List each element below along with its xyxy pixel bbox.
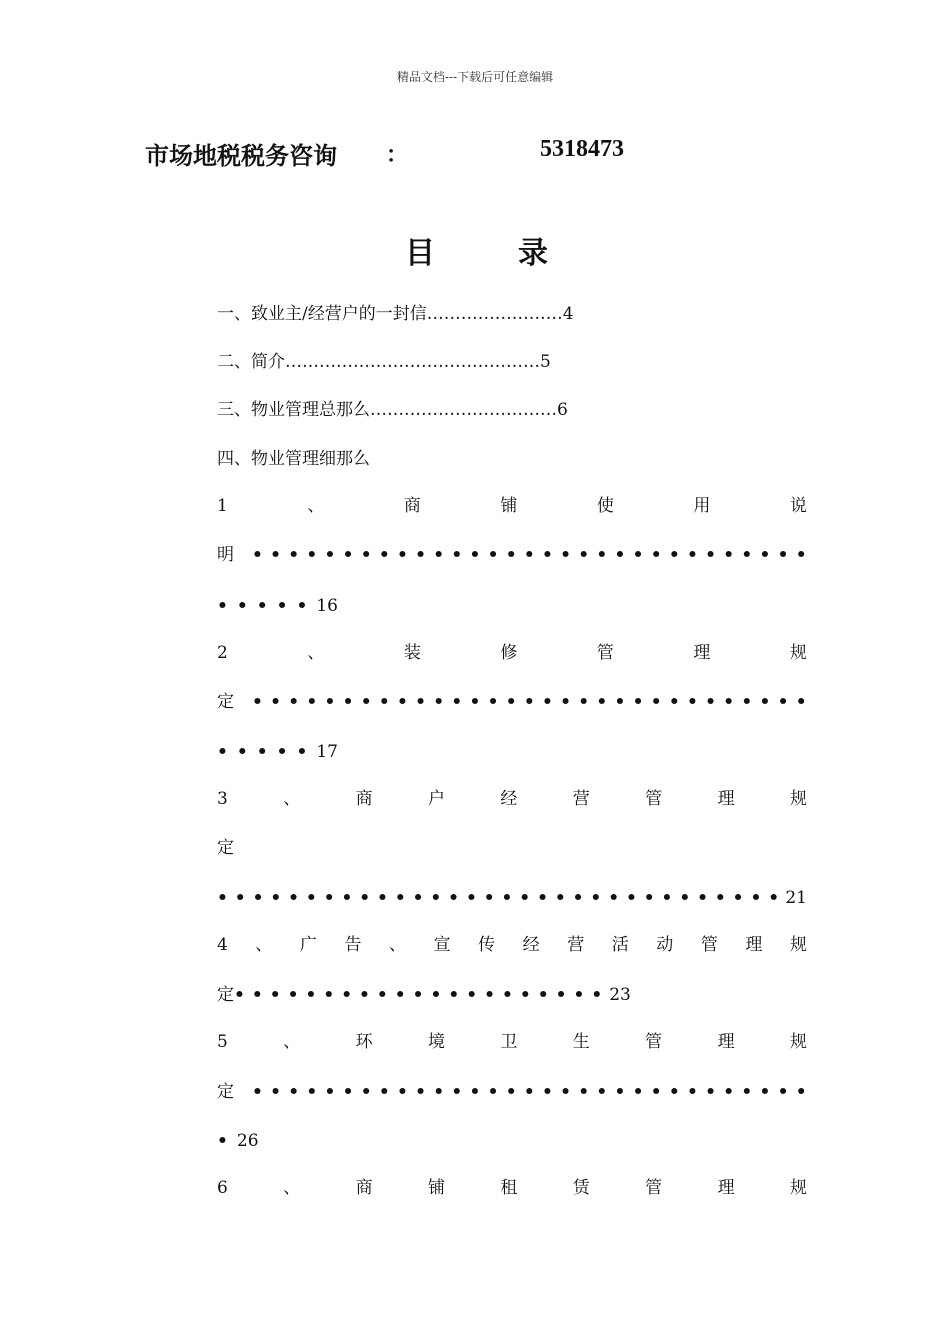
toc-char: 商 — [355, 789, 373, 809]
toc-char: 铺 — [428, 1178, 445, 1198]
toc-char: 管 — [645, 1178, 663, 1198]
toc-char: 规 — [789, 789, 807, 809]
toc-leader: ……………………………………… — [285, 352, 540, 372]
toc-char: 、 — [283, 1032, 301, 1052]
toc-char: 管 — [700, 935, 718, 955]
toc-char: 活 — [611, 935, 629, 955]
toc-item-1-page-row — [217, 594, 338, 618]
toc-entry-intro[interactable] — [217, 350, 551, 374]
toc-entry-detailed-rules[interactable] — [217, 447, 370, 471]
toc-item-2-leader-row — [217, 690, 807, 714]
toc-char: 理 — [745, 935, 763, 955]
toc-page-number: 5 — [540, 352, 551, 372]
toc-char: 管 — [645, 1032, 663, 1052]
toc-char: 6 — [217, 1178, 228, 1198]
toc-item-3-leader-row — [217, 886, 807, 910]
toc-item-2-page-row — [217, 740, 338, 764]
toc-char: 营 — [567, 935, 585, 955]
toc-item-4-leader-row — [217, 983, 631, 1007]
toc-char: 规 — [789, 935, 807, 955]
toc-char: 租 — [500, 1178, 518, 1198]
toc-char: 告 — [344, 935, 362, 955]
toc-char: 广 — [299, 935, 317, 955]
toc-entry-letter[interactable] — [217, 302, 574, 326]
dot-leader: • • • • • • • • • • • • • • • • • • • • • • • • • • • • • • • — [252, 1082, 807, 1102]
toc-item-1-leader-row — [217, 543, 807, 567]
toc-char: 、 — [283, 789, 301, 809]
toc-char: 动 — [656, 935, 674, 955]
toc-char: 、 — [307, 496, 325, 516]
toc-page-number: 4 — [562, 304, 574, 324]
toc-char: 管 — [645, 789, 663, 809]
toc-entry-text: 三、物业管理总那么 — [217, 400, 370, 420]
toc-page-number: 16 — [316, 596, 338, 616]
toc-char: 境 — [428, 1032, 445, 1052]
toc-char: 规 — [789, 643, 807, 663]
toc-page-number: 26 — [236, 1131, 259, 1151]
toc-char: 经 — [500, 789, 518, 809]
toc-char: 、 — [307, 643, 325, 663]
toc-char: 定 — [217, 692, 234, 712]
toc-char: 用 — [693, 496, 711, 516]
toc-char: 理 — [693, 643, 711, 663]
toc-item-3-last-char: 定 — [217, 838, 234, 858]
toc-char: 规 — [789, 1032, 807, 1052]
toc-char: 修 — [500, 643, 518, 663]
toc-title-char-2: 录 — [518, 236, 548, 271]
toc-char: 规 — [789, 1178, 807, 1198]
toc-char: 使 — [596, 496, 614, 516]
toc-char: 4 — [217, 935, 228, 955]
toc-char: 定 — [217, 985, 234, 1005]
toc-char: 户 — [428, 789, 445, 809]
toc-page-number: 6 — [557, 400, 568, 420]
toc-title-char-1: 目 — [405, 236, 435, 271]
toc-item-4-line[interactable] — [217, 933, 807, 957]
dot-leader: • • • • • • • • • • • • • • • • • • • • • • • • • • • • • • • — [252, 692, 807, 712]
toc-char: 商 — [403, 496, 421, 516]
toc-char: 经 — [522, 935, 540, 955]
toc-char: 3 — [217, 789, 228, 809]
toc-char: 宣 — [433, 935, 451, 955]
toc-item-5-leader-row — [217, 1080, 807, 1104]
toc-char: 装 — [403, 643, 421, 663]
toc-entry-text: 二、简介 — [217, 352, 285, 372]
toc-char: 、 — [255, 935, 273, 955]
toc-page-number: 23 — [609, 985, 631, 1005]
dot-leader: ••••• — [217, 596, 317, 616]
toc-char: 理 — [717, 1032, 735, 1052]
toc-page-number: 17 — [316, 742, 338, 762]
toc-char: 明 — [217, 545, 234, 565]
toc-item-5-line[interactable] — [217, 1030, 807, 1054]
dot-leader: • — [217, 1131, 237, 1151]
toc-char: 赁 — [572, 1178, 590, 1198]
toc-char: 生 — [572, 1032, 590, 1052]
toc-item-3-line[interactable] — [217, 787, 807, 811]
dot-leader: ••••••••••••••••••••• — [234, 985, 610, 1005]
toc-item-6-line[interactable] — [217, 1176, 807, 1200]
toc-char: 5 — [217, 1032, 228, 1052]
toc-char: 商 — [355, 1178, 373, 1198]
toc-char: 理 — [717, 1178, 735, 1198]
dot-leader: ••••• — [217, 742, 317, 762]
toc-item-2-line[interactable] — [217, 641, 807, 665]
toc-char: 定 — [217, 1082, 234, 1102]
toc-item-5-page-row — [217, 1129, 259, 1153]
toc-char: 营 — [572, 789, 590, 809]
toc-char: 、 — [283, 1178, 301, 1198]
toc-char: 理 — [717, 789, 735, 809]
toc-page-number: 21 — [785, 888, 807, 908]
hotline-number: 5318473 — [540, 136, 624, 162]
hotline-colon: ： — [386, 143, 409, 168]
page-header-note: 精品文档---下载后可任意编辑 — [396, 70, 554, 84]
toc-char: 1 — [217, 496, 228, 516]
toc-char: 管 — [596, 643, 614, 663]
toc-char: 、 — [389, 935, 407, 955]
toc-char: 2 — [217, 643, 228, 663]
toc-char: 铺 — [500, 496, 518, 516]
toc-char: 说 — [789, 496, 807, 516]
dot-leader: • • • • • • • • • • • • • • • • • • • • • • • • • • • • • • • • — [217, 888, 780, 908]
toc-entry-text: 四、物业管理细那么 — [217, 449, 370, 469]
toc-leader: …………………… — [426, 304, 563, 324]
toc-entry-general-rules[interactable] — [217, 398, 568, 422]
toc-item-1-line[interactable] — [217, 494, 807, 518]
toc-entry-text: 一、致业主/经营户的一封信 — [217, 304, 427, 324]
toc-leader: …………………………… — [370, 400, 557, 420]
toc-char: 传 — [478, 935, 496, 955]
hotline-label: 市场地税税务咨询 — [145, 142, 337, 170]
dot-leader: • • • • • • • • • • • • • • • • • • • • • • • • • • • • • • • — [252, 545, 807, 565]
toc-char: 环 — [355, 1032, 373, 1052]
toc-char: 卫 — [500, 1032, 518, 1052]
